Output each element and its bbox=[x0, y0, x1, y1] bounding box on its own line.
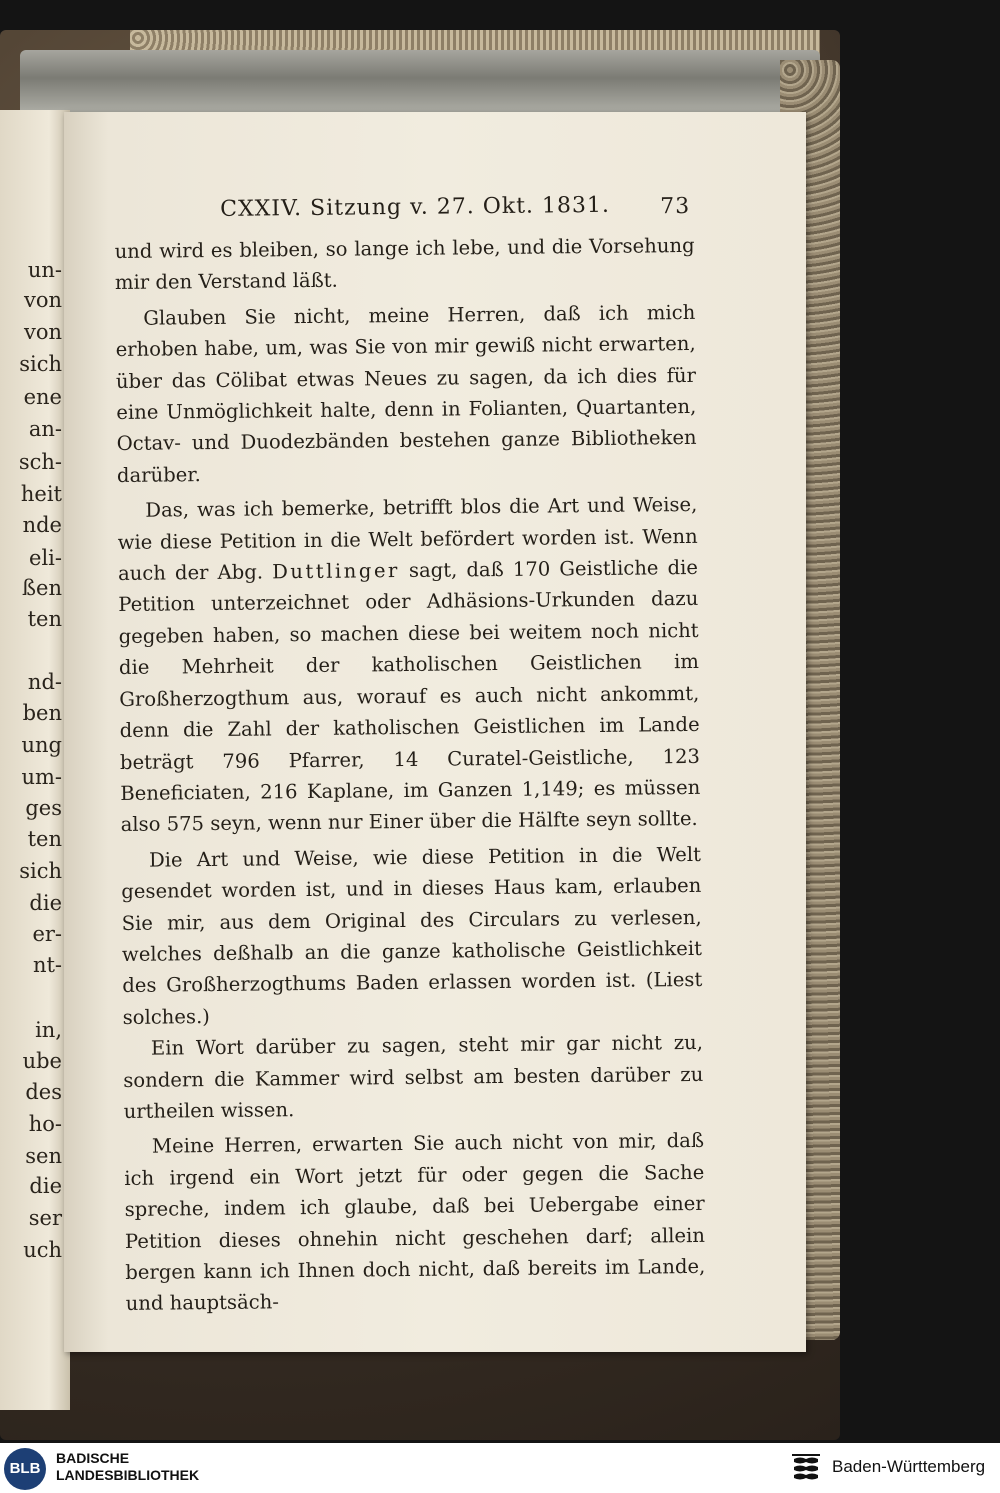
left-page-fragment: ser bbox=[28, 1206, 62, 1230]
body-text bbox=[114, 230, 705, 1320]
left-page-fragment: sch- bbox=[18, 450, 62, 474]
book-page-edges bbox=[20, 50, 820, 120]
left-page-fragment: ho- bbox=[28, 1112, 62, 1136]
blb-logo[interactable]: BLB bbox=[4, 1448, 46, 1490]
left-page-fragment: ßen bbox=[22, 576, 62, 600]
paragraph-text: Das, was ich bemerke, betrifft blos die Art und Weise, wie diese Petition in die Welt befördert worden ist. Wenn auch der Abg. bbox=[117, 493, 698, 586]
paragraph: Die Art und Weise, wie diese Petition in die Welt gesendet worden ist, und in dieses Haus kam, erlauben Sie mir, aus dem Original des Circulars zu verlesen, welches deßhalb an die ganze katholische Geistlichkeit des Großherzogthums Baden erlassen worden ist. (Liest solches.) bbox=[121, 842, 703, 1029]
left-page-fragment: die bbox=[29, 1174, 62, 1198]
left-page-fragment: in, bbox=[35, 1018, 62, 1042]
left-page-fragment: an- bbox=[28, 417, 62, 441]
left-page-fragment: ben bbox=[22, 701, 62, 725]
left-page-fragment: nd- bbox=[27, 670, 62, 694]
left-page-fragment: des bbox=[25, 1080, 62, 1104]
left-page-fragment: sich bbox=[19, 859, 62, 883]
left-page-fragment: un- bbox=[27, 258, 62, 282]
left-page-fragment: um- bbox=[21, 765, 62, 789]
left-page-fragment: eli- bbox=[29, 546, 62, 570]
paragraph-text: sagt, daß 170 Geistliche die Petition unterzeichnet oder Adhäsions-Urkunden dazu gegeben haben, so machen diese bei weitem noch nicht die Mehrheit der katholischen Geistlichen im Großherzogthum aus, worauf es auch nicht ankommt, denn die Zahl der katholischen Geistlichen im Lande beträgt 796 Pfarrer, 14 Curatel-Geistliche, 123 Beneficiaten, 216 Kaplane, im Ganzen 1,149; es müssen also 575 seyn, wenn nur Einer über die Hälfte seyn sollte. bbox=[118, 555, 701, 837]
paragraph bbox=[117, 489, 701, 841]
paragraph: und wird es bleiben, so lange ich lebe, und die Vorsehung mir den Verstand läßt. bbox=[114, 233, 695, 295]
library-name bbox=[56, 1450, 199, 1484]
left-page-fragment: heit bbox=[20, 482, 62, 506]
left-page-fragment: ube bbox=[22, 1049, 62, 1073]
left-page-fragment: nt- bbox=[32, 953, 62, 977]
page-content bbox=[114, 186, 706, 1320]
left-page-fragment: ges bbox=[25, 796, 62, 820]
lions-coat-of-arms-icon bbox=[790, 1450, 822, 1486]
left-page bbox=[0, 110, 70, 1410]
right-page bbox=[64, 112, 806, 1352]
left-page-fragment: sich bbox=[19, 352, 62, 376]
library-name-line2: LANDESBIBLIOTHEK bbox=[56, 1467, 200, 1483]
left-page-fragment: ene bbox=[23, 385, 62, 409]
left-page-fragment: ten bbox=[27, 827, 62, 851]
left-page-fragment: sen bbox=[25, 1144, 62, 1168]
left-page-fragment: ten bbox=[27, 607, 62, 631]
state-name[interactable]: Baden-Württemberg bbox=[832, 1457, 986, 1476]
left-page-fragment: von bbox=[23, 320, 62, 344]
left-page-fragment: ung bbox=[21, 733, 62, 757]
page-number: 73 bbox=[660, 193, 691, 220]
left-page-fragment: uch bbox=[23, 1238, 62, 1262]
left-page-fragment: die bbox=[29, 891, 62, 915]
running-head bbox=[114, 186, 694, 236]
paragraph: Ein Wort darüber zu sagen, steht mir gar nicht zu, sondern die Kammer wird selbst am besten darüber zu urtheilen wissen. bbox=[123, 1031, 704, 1123]
left-page-fragment: von bbox=[23, 288, 62, 312]
paragraph: Glauben Sie nicht, meine Herren, daß ich mich erhoben habe, um, was Sie von mir gewiß nicht erwarten, über das Cölibat etwas Neues zu sagen, da ich dies für eine Unmöglichkeit halte, denn in Folianten, Quartanten, Octav- und Duodezbänden bestehen ganze Bibliotheken darüber. bbox=[115, 300, 697, 487]
running-title: CXXIV. Sitzung v. 27. Okt. 1831. bbox=[220, 192, 611, 222]
left-page-fragment: er- bbox=[32, 922, 62, 946]
speaker-name: Duttlinger bbox=[272, 559, 400, 584]
paragraph: Meine Herren, erwarten Sie auch nicht von mir, daß ich irgend ein Wort jetzt für oder gegen die Sache spreche, indem ich glaube, daß bei Uebergabe einer Petition dieses ohnehin nicht geschehen darf; allein bergen kann ich Ihnen doch nicht, daß bereits im Lande, und hauptsäch- bbox=[124, 1129, 706, 1316]
footer-bar bbox=[0, 1443, 1000, 1493]
left-page-fragment: nde bbox=[22, 513, 62, 537]
library-name-line1: BADISCHE bbox=[56, 1450, 130, 1466]
